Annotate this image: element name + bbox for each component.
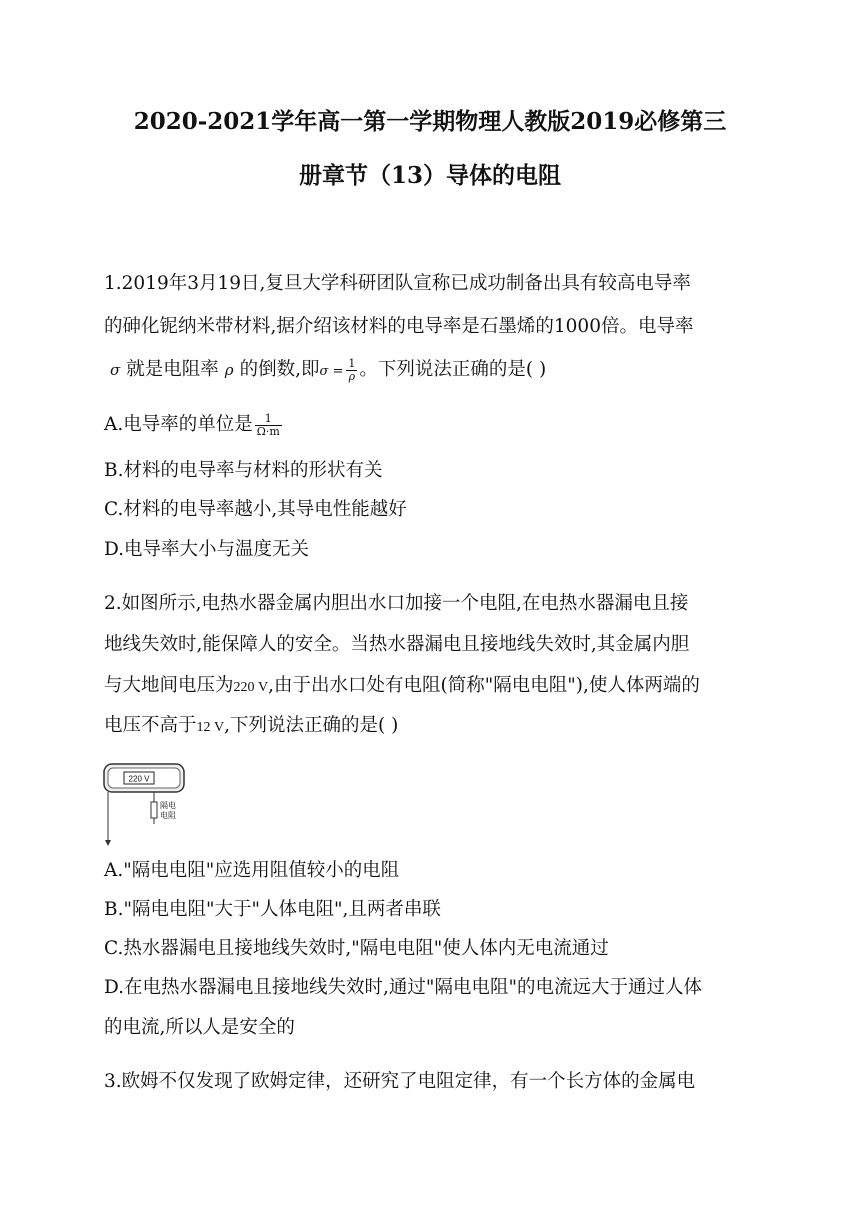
q2-line4	[104, 713, 764, 741]
q1-line3-text-b: 的倒数,即	[239, 359, 320, 380]
q3-line1: 3.欧姆不仅发现了欧姆定律，还研究了电阻定律，有一个长方体的金属电	[104, 1071, 696, 1092]
q1-line3-text-a: 就是电阻率	[126, 359, 219, 380]
eq-lhs: σ =	[319, 364, 344, 379]
q1-option-a-text: A.电导率的单位是	[104, 414, 253, 435]
figure-label-line1: 隔电	[160, 801, 176, 810]
doc-title-line1: 2020-2021学年高一第一学期物理人教版2019必修第三	[133, 108, 727, 135]
unit-fraction	[255, 413, 282, 438]
q2-line4-text-a: 电压不高于	[104, 715, 197, 736]
sigma-symbol: σ	[110, 361, 121, 379]
fraction-numerator: 1	[348, 356, 356, 370]
q1-line1: 1.2019年3月19日,复旦大学科研团队宣称已成功制备出具有较高电导率	[104, 273, 691, 294]
q2-line2: 地线失效时,能保障人的安全。当热水器漏电且接地线失效时,其金属内胆	[104, 634, 690, 655]
q2-option-c: C.热水器漏电且接地线失效时,"隔电电阻"使人体内无电流通过	[104, 938, 609, 959]
q2-line3-text-b: ,由于出水口处有电阻(简称"隔电电阻"),使人体两端的	[268, 675, 700, 696]
figure-voltage-label: 220 V	[128, 774, 150, 784]
q1-option-b: B.材料的电导率与材料的形状有关	[104, 460, 383, 481]
q2-option-b: B."隔电电阻"大于"人体电阻",且两者串联	[104, 899, 441, 920]
fraction-denominator: ρ	[346, 370, 357, 383]
q1-line3	[104, 353, 764, 389]
q1-option-d: D.电导率大小与温度无关	[104, 539, 310, 560]
unit-numerator: 1	[264, 411, 272, 425]
q2-line3	[104, 673, 764, 701]
unit-denominator: Ω·m	[256, 424, 280, 438]
doc-title-line2: 册章节（13）导体的电阻	[298, 162, 561, 189]
q2-line4-text-b: ,下列说法正确的是( )	[224, 715, 399, 736]
q1-option-c: C.材料的电导率越小,其导电性能越好	[104, 499, 407, 520]
conductivity-fraction	[346, 358, 357, 383]
q2-option-d-line2: 的电流,所以人是安全的	[104, 1017, 295, 1038]
q2-line1: 2.如图所示,电热水器金属内胆出水口加接一个电阻,在电热水器漏电且接	[104, 593, 689, 614]
water-heater-diagram	[100, 760, 190, 848]
q1-line3-text-c: 。下列说法正确的是( )	[359, 359, 547, 380]
voltage-12: 12 V	[196, 720, 225, 735]
figure-label-line2: 电阻	[160, 811, 176, 820]
voltage-220: 220 V	[233, 680, 269, 695]
q2-line3-text-a: 与大地间电压为	[104, 675, 234, 696]
q1-option-a	[104, 408, 764, 442]
water-heater-figure	[100, 760, 190, 848]
q2-option-d-line1: D.在电热水器漏电且接地线失效时,通过"隔电电阻"的电流远大于通过人体	[104, 977, 702, 998]
q2-option-a: A."隔电电阻"应选用阻值较小的电阻	[104, 860, 400, 881]
rho-symbol: ρ	[224, 361, 234, 379]
q1-line2: 的砷化铌纳米带材料,据介绍该材料的电导率是石墨烯的1000倍。电导率	[104, 316, 694, 337]
